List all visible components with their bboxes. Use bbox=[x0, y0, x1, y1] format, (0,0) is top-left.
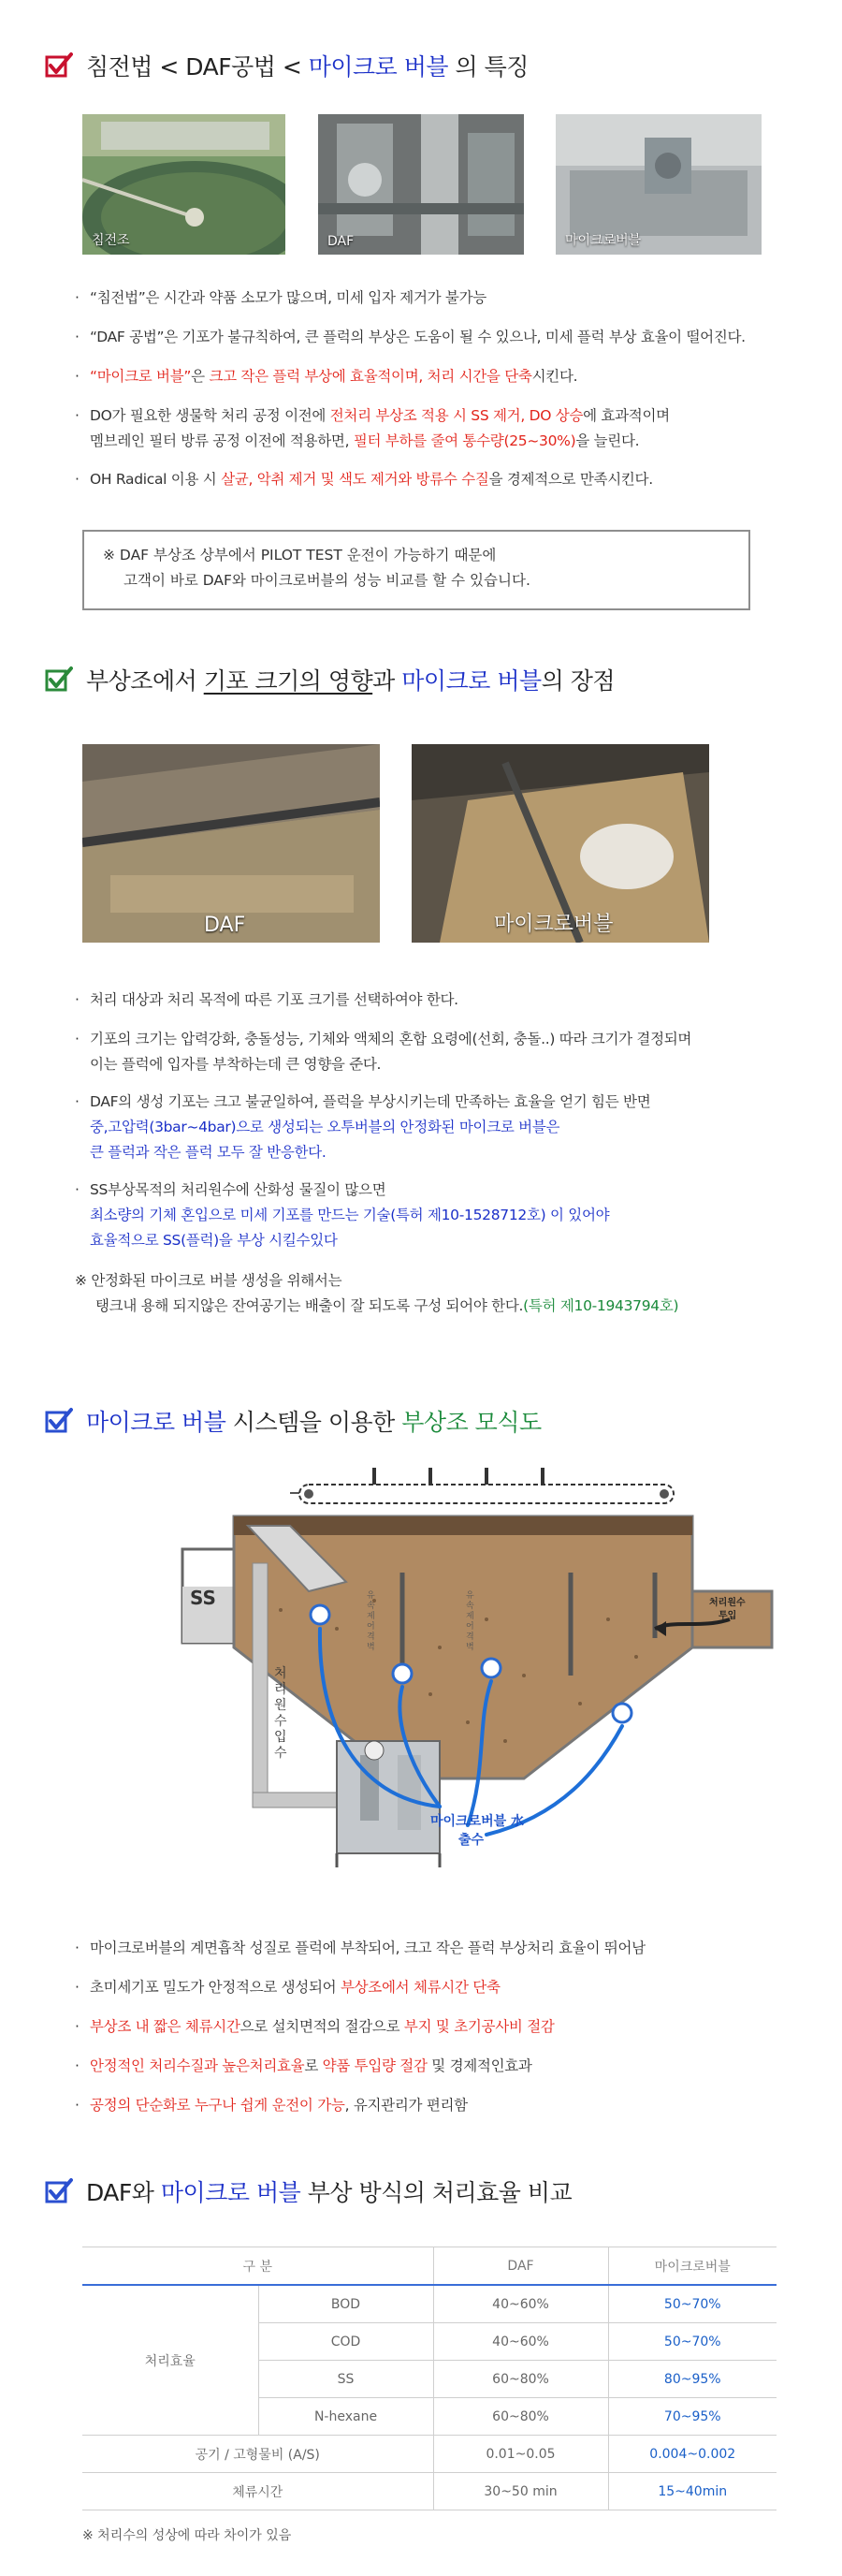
row-daf: 40~60% bbox=[433, 2323, 608, 2361]
header-item: 구 분 bbox=[82, 2247, 433, 2286]
table-row bbox=[82, 2436, 777, 2473]
photo-caption: 마이크로버블 bbox=[565, 233, 642, 248]
row-microbubble: 80~95% bbox=[608, 2361, 777, 2398]
list-item: · 처리 대상과 처리 목적에 따른 기포 크기를 선택하여야 한다. bbox=[75, 991, 458, 1008]
list-item: · 기포의 크기는 압력강화, 충돌성능, 기체와 액체의 혼합 요령에(선회, 충돌..) 따라 크기가 결정되며 이는 플럭에 입자를 부착하는데 큰 영향을 준다. bbox=[75, 1031, 692, 1073]
list-item: · 부상조 내 짧은 체류시간으로 설치면적의 절감으로 부지 및 초기공사비 절감 bbox=[75, 2018, 555, 2035]
photo-daf-tank bbox=[82, 744, 380, 943]
header-microbubble: 마이크로버블 bbox=[608, 2247, 777, 2286]
flow-baffle-label: 유속 제어 격벽 bbox=[367, 1591, 375, 1652]
checkbox-check-icon bbox=[45, 51, 73, 80]
photo-daf-equipment bbox=[318, 114, 524, 255]
list-item: · 공정의 단순화로 누구나 쉽게 운전이 가능, 유지관리가 편리함 bbox=[75, 2097, 468, 2114]
photo-caption: DAF bbox=[204, 914, 246, 937]
photo-caption: 마이크로버블 bbox=[494, 913, 614, 936]
row-microbubble: 15~40min bbox=[608, 2473, 777, 2510]
microbubble-water-label: 마이크로버블 水 bbox=[430, 1814, 525, 1829]
list-item: · “DAF 공법”은 기포가 불규칙하여, 큰 플럭의 부상은 도움이 될 수 있으나, 미세 플럭 부상 효율이 떨어진다. bbox=[75, 329, 746, 345]
flotation-tank-diagram bbox=[0, 1460, 842, 1928]
outflow-label: 출수 bbox=[458, 1833, 485, 1848]
pilot-test-note: ※ DAF 부상조 상부에서 PILOT TEST 운전이 가능하기 때문에 고객이 바로 DAF와 마이크로버블의 성능 비교를 할 수 있습니다. bbox=[82, 530, 750, 610]
list-item: · DO가 필요한 생물학 처리 공정 이전에 전처리 부상조 적용 시 SS 제거, DO 상승에 효과적이며 멤브레인 필터 방류 공정 이전에 적용하면, 필터 부하를 줄여 통수량(25~30%)을 늘린다. bbox=[75, 407, 670, 449]
section4-title: DAF와 마이크로 버블 부상 방식의 처리효율 비교 bbox=[86, 2179, 573, 2206]
list-item: · 초미세기포 밀도가 안정적으로 생성되어 부상조에서 체류시간 단축 bbox=[75, 1979, 501, 1996]
table-header-row bbox=[82, 2247, 777, 2286]
row-daf: 60~80% bbox=[433, 2361, 608, 2398]
row-item: N-hexane bbox=[258, 2398, 433, 2436]
list-item: · “마이크로 버블”은 크고 작은 플럭 부상에 효율적이며, 처리 시간을 단축시킨다. bbox=[75, 368, 578, 385]
photo-microbubble-equipment bbox=[556, 114, 762, 255]
section4-heading bbox=[45, 2174, 572, 2208]
header-daf: DAF bbox=[433, 2247, 608, 2286]
row-microbubble: 70~95% bbox=[608, 2398, 777, 2436]
row-item: 공기 / 고형물비 (A/S) bbox=[82, 2436, 433, 2473]
row-daf: 40~60% bbox=[433, 2285, 608, 2323]
list-item: · SS부상목적의 처리원수에 산화성 물질이 많으면 최소량의 기체 혼입으로 미세 기포를 만드는 기술(특허 제10-1528712호) 이 있어야 효율적으로 SS(플럭)을 부상 시킬수있다 bbox=[75, 1181, 610, 1249]
table-row bbox=[82, 2473, 777, 2510]
comparison-table bbox=[82, 2247, 777, 2510]
raw-water-label: 처리원수 bbox=[709, 1598, 746, 1608]
list-item: · 안정적인 처리수질과 높은처리효율로 약품 투입량 절감 및 경제적인효과 bbox=[75, 2057, 532, 2074]
flow-baffle-label: 유속 제어 격벽 bbox=[466, 1591, 474, 1652]
row-daf: 60~80% bbox=[433, 2398, 608, 2436]
list-item: · OH Radical 이용 시 살균, 악취 제거 및 색도 제거와 방류수 수질을 경제적으로 만족시킨다. bbox=[75, 471, 653, 488]
photo-sedimentation-tank bbox=[82, 114, 285, 255]
photo-caption: 침전조 bbox=[92, 233, 130, 248]
row-microbubble: 50~70% bbox=[608, 2285, 777, 2323]
row-item: BOD bbox=[258, 2285, 433, 2323]
photo-microbubble-tank bbox=[412, 744, 709, 943]
checkbox-check-icon bbox=[45, 2177, 73, 2205]
checkbox-check-icon bbox=[45, 666, 73, 694]
section3-title: 마이크로 버블 시스템을 이용한 부상조 모식도 bbox=[86, 1409, 542, 1436]
section2-heading bbox=[45, 663, 615, 696]
group-label: 처리효율 bbox=[82, 2285, 258, 2436]
photo-caption: DAF bbox=[327, 234, 355, 249]
row-item: SS bbox=[258, 2361, 433, 2398]
row-item: 체류시간 bbox=[82, 2473, 433, 2510]
section3-heading bbox=[45, 1404, 542, 1438]
bubble-note: ※ 안정화된 마이크로 버블 생성을 위해서는 탱크내 용해 되지않은 잔여공기는 배출이 잘 되도록 구성 되어야 한다.(특허 제10-1943794호) bbox=[75, 1272, 679, 1314]
list-item: · DAF의 생성 기포는 크고 불균일하여, 플럭을 부상시키는데 만족하는 효율을 얻기 힘든 반면 중,고압력(3bar~4bar)으로 생성되는 오투버블의 안정화된 마이크로 버블은 큰 플럭과 작은 플럭 모두 잘 반응한다. bbox=[75, 1093, 651, 1161]
inlet-label: 처리원수 입수 bbox=[274, 1666, 287, 1761]
row-microbubble: 0.004~0.002 bbox=[608, 2436, 777, 2473]
row-item: COD bbox=[258, 2323, 433, 2361]
section2-title: 부상조에서 기포 크기의 영향과 마이크로 버블의 장점 bbox=[86, 667, 616, 695]
row-daf: 0.01~0.05 bbox=[433, 2436, 608, 2473]
list-item: · 마이크로버블의 계면흡착 성질로 플럭에 부착되어, 크고 작은 플럭 부상처리 효율이 뛰어남 bbox=[75, 1939, 646, 1956]
checkbox-check-icon bbox=[45, 1407, 73, 1435]
ss-label: SS bbox=[190, 1587, 216, 1609]
list-item: · “침전법”은 시간과 약품 소모가 많으며, 미세 입자 제거가 불가능 bbox=[75, 289, 486, 306]
table-row bbox=[82, 2285, 777, 2323]
raw-water-input-label: 투입 bbox=[719, 1611, 737, 1621]
footnote: ※ 처리수의 성상에 따라 차이가 있음 bbox=[82, 2528, 292, 2543]
section1-title: 침전법 < DAF공법 < 마이크로 버블 의 특징 bbox=[86, 53, 529, 80]
row-daf: 30~50 min bbox=[433, 2473, 608, 2510]
row-microbubble: 50~70% bbox=[608, 2323, 777, 2361]
section1-heading bbox=[45, 49, 529, 82]
